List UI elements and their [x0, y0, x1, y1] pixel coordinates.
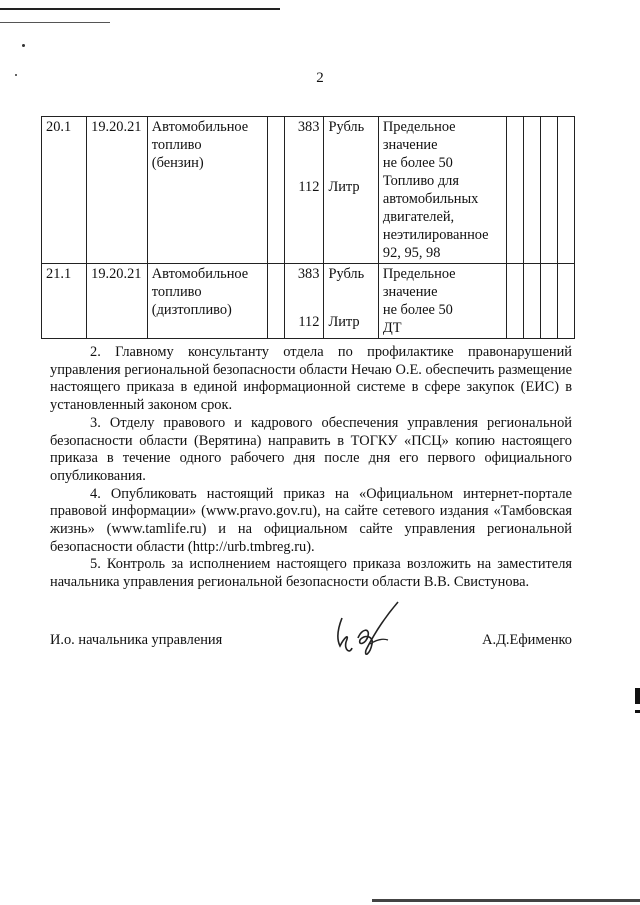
okpd-code: 19.20.21 [87, 117, 148, 264]
item-name-line: Автомобильное [151, 119, 249, 135]
okei-code-1: 383 [297, 119, 320, 135]
okei-code-1: 383 [297, 266, 320, 282]
requirement-line: неэтилированное [382, 227, 489, 243]
empty-cell [267, 264, 284, 339]
requirement-line: Предельное [382, 266, 456, 282]
paragraph: 2. Главному консультанту отдела по профилактике правонарушений управления региональной безопасности области Нечаю О.Е. обеспечить размещение настоящего приказа в единой информационной системе в сфере закупок (ЕИС) в установленный законом срок. [50, 344, 572, 414]
empty-cell [507, 264, 524, 339]
scan-edge-mark [635, 688, 640, 704]
row-number: 21.1 [42, 264, 87, 339]
requirement-line: 92, 95, 98 [382, 245, 441, 261]
empty-cell [557, 264, 574, 339]
paragraph: 5. Контроль за исполнением настоящего приказа возложить на заместителя начальника управления региональной безопасности области В.В. Свистунова. [50, 556, 572, 591]
table-row [42, 117, 575, 264]
row-number: 20.1 [42, 117, 87, 264]
okei-code-2: 112 [298, 179, 320, 195]
empty-cell [524, 117, 541, 264]
signer-name: А.Д.Ефименко [482, 632, 572, 648]
requirement-line: Топливо для [382, 173, 459, 189]
signer-position: И.о. начальника управления [50, 632, 223, 648]
requirement-line: не более 50 [382, 302, 453, 318]
empty-cell [507, 117, 524, 264]
empty-cell [267, 117, 284, 264]
requirement-line: не более 50 [382, 155, 453, 171]
empty-cell [541, 117, 558, 264]
unit-name-2: Литр [328, 179, 360, 195]
unit-name-1: Рубль [328, 119, 365, 135]
requirement-line: автомобильных [382, 191, 479, 207]
requirement-value [378, 264, 506, 339]
paragraph: 3. Отделу правового и кадрового обеспечения управления региональной безопасности области (Верятина) направить в ТОГКУ «ПСЦ» копию настоящего приказа в течение одного рабочего дня после дня его первого официального опубликования. [50, 414, 572, 484]
item-name-line: топливо [151, 137, 202, 153]
scan-speck [22, 44, 25, 47]
item-name [147, 264, 267, 339]
scan-artifact-line [0, 22, 110, 23]
requirement-line: ДТ [382, 320, 402, 336]
okpd-code: 19.20.21 [87, 264, 148, 339]
table-row [42, 264, 575, 339]
item-name-line: (дизтопливо) [151, 302, 232, 318]
paragraph: 4. Опубликовать настоящий приказ на «Официальном интернет-портале правовой информации» (www.pravo.gov.ru), на сайте сетевого издания «Тамбовская жизнь» (www.tamlife.ru) и на официальном сайте управления региональной безопасности области (http://urb.tmbreg.ru). [50, 485, 572, 555]
empty-cell [541, 264, 558, 339]
item-name-line: топливо [151, 284, 202, 300]
page-number: 2 [316, 70, 324, 86]
item-name [147, 117, 267, 264]
requirement-line: Предельное [382, 119, 456, 135]
scan-artifact-line [0, 8, 280, 10]
requirement-line: двигателей, [382, 209, 455, 225]
requirement-value [378, 117, 506, 264]
okei-code-2: 112 [298, 314, 320, 330]
okei-code [284, 264, 324, 339]
handwritten-signature [330, 598, 410, 660]
empty-cell [557, 117, 574, 264]
unit-name [324, 117, 378, 264]
scan-edge-line [372, 899, 640, 902]
requirements-table [41, 116, 575, 339]
empty-cell [524, 264, 541, 339]
requirement-line: значение [382, 137, 438, 153]
item-name-line: Автомобильное [151, 266, 249, 282]
unit-name-1: Рубль [328, 266, 365, 282]
requirement-line: значение [382, 284, 438, 300]
unit-name-2: Литр [328, 314, 360, 330]
unit-name [324, 264, 378, 339]
item-name-line: (бензин) [151, 155, 204, 171]
order-body [50, 344, 572, 592]
scan-edge-mark [635, 710, 640, 713]
okei-code [284, 117, 324, 264]
